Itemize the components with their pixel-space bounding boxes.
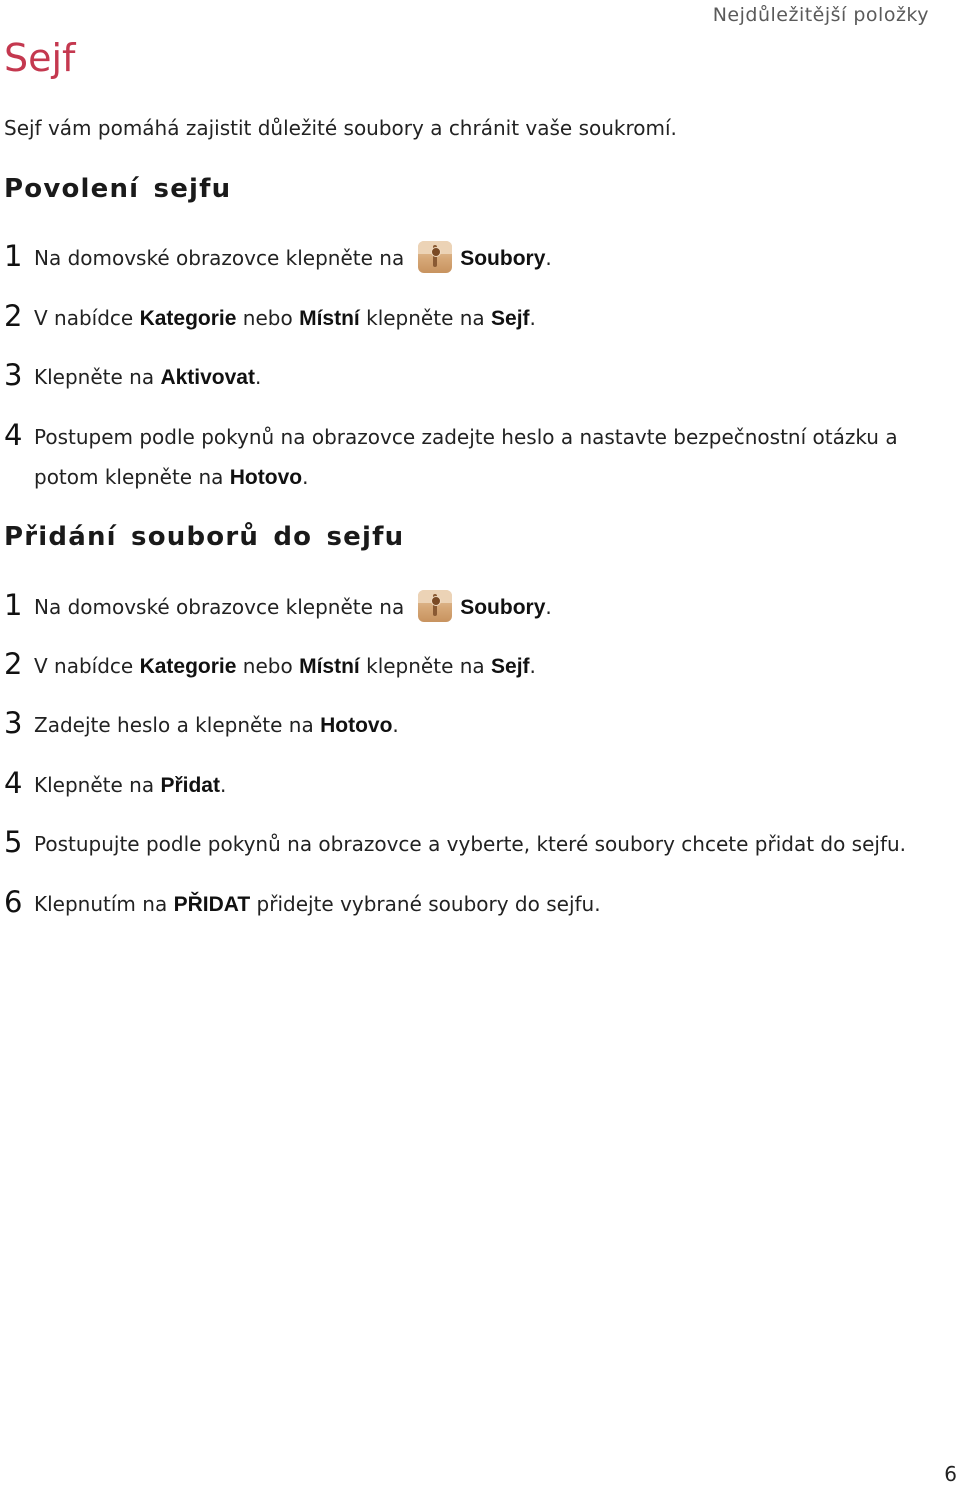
- step-item: 2 V nabídce Kategorie nebo Místní klepněte na Sejf.: [4, 646, 930, 687]
- step-number: 2: [4, 647, 23, 681]
- step-number: 3: [4, 358, 23, 392]
- step-number: 6: [4, 885, 23, 919]
- section-heading-enable-safe: Povolení sejfu: [4, 174, 232, 204]
- step-item: 3 Klepněte na Aktivovat.: [4, 357, 930, 398]
- step-item: 1 Na domovské obrazovce klepněte na Soubory.: [4, 587, 930, 628]
- section-heading-add-files: Přidání souborů do sejfu: [4, 522, 405, 552]
- step-number: 5: [4, 825, 23, 859]
- page-number: 6: [944, 1462, 957, 1486]
- step-item: 4 Postupem podle pokynů na obrazovce zadejte heslo a nastavte bezpečnostní otázku a potom klepněte na Hotovo.: [4, 417, 930, 498]
- step-item: 2 V nabídce Kategorie nebo Místní klepněte na Sejf.: [4, 298, 930, 339]
- step-item: 3 Zadejte heslo a klepněte na Hotovo.: [4, 705, 930, 746]
- step-number: 1: [4, 588, 23, 622]
- step-number: 2: [4, 299, 23, 333]
- step-number: 3: [4, 706, 23, 740]
- page-title: Sejf: [4, 36, 76, 80]
- files-app-icon: [418, 241, 452, 273]
- step-number: 1: [4, 239, 23, 273]
- step-number: 4: [4, 766, 23, 800]
- step-number: 4: [4, 418, 23, 452]
- step-item: 4 Klepněte na Přidat.: [4, 765, 930, 806]
- intro-paragraph: Sejf vám pomáhá zajistit důležité soubory a chránit vaše soukromí.: [4, 116, 677, 140]
- step-item: 6 Klepnutím na PŘIDAT přidejte vybrané soubory do sejfu.: [4, 884, 930, 925]
- step-item: 1 Na domovské obrazovce klepněte na Soubory.: [4, 238, 930, 279]
- files-app-icon: [418, 590, 452, 622]
- step-item: 5 Postupujte podle pokynů na obrazovce a vyberte, které soubory chcete přidat do sejfu.: [4, 824, 930, 864]
- running-header: Nejdůležitější položky: [712, 4, 929, 26]
